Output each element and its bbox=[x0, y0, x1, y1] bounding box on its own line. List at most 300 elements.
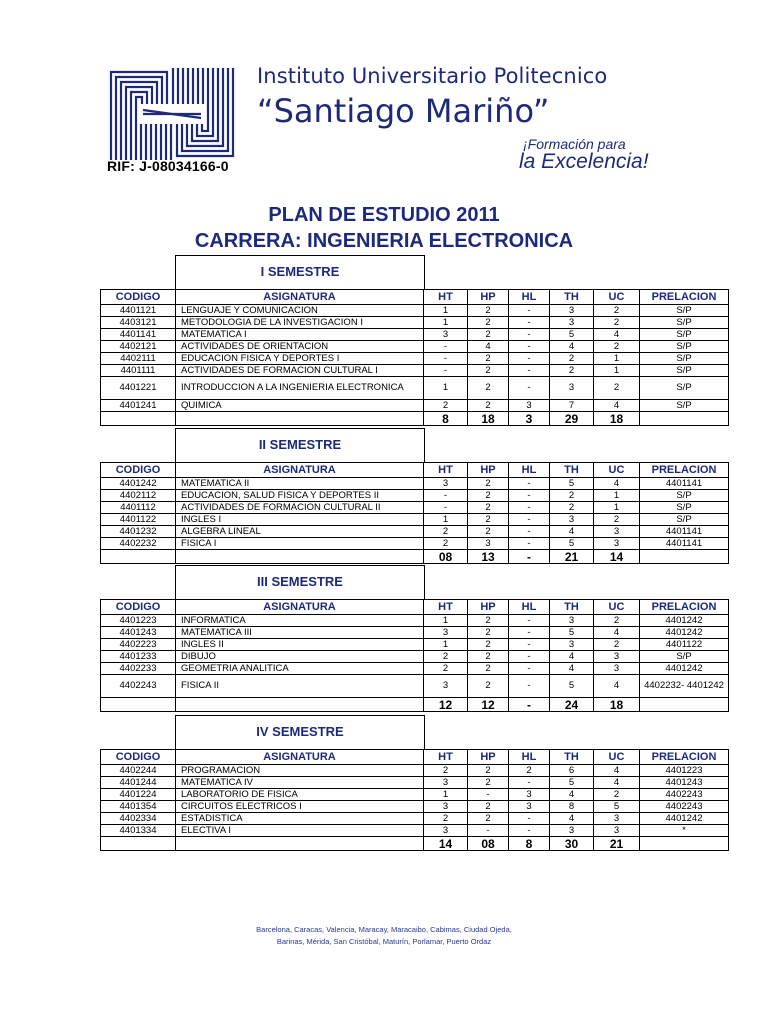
column-header-uc: UC bbox=[594, 463, 640, 478]
column-header-prelacion: PRELACION bbox=[640, 750, 729, 765]
table-row bbox=[101, 317, 729, 329]
campus-list-line1: Barcelona, Caracas, Valencia, Maracay, Maracaibo, Cabimas, Ciudad Ojeda, bbox=[256, 925, 512, 934]
total-subject bbox=[176, 412, 424, 426]
cell-hl: 3 bbox=[509, 400, 550, 412]
cell-th: 5 bbox=[550, 777, 594, 789]
table-row bbox=[101, 490, 729, 502]
cell-prelacion: S/P bbox=[640, 317, 729, 329]
cell-prelacion: 4402243 bbox=[640, 801, 729, 813]
total-code bbox=[101, 698, 176, 712]
cell-subject: FISICA II bbox=[176, 675, 424, 698]
cell-subject: ESTADISTICA bbox=[176, 813, 424, 825]
total-subject bbox=[176, 698, 424, 712]
semester-title: I SEMESTRE bbox=[260, 264, 340, 279]
cell-th: 2 bbox=[550, 365, 594, 377]
column-header-th: TH bbox=[550, 290, 594, 305]
table-row bbox=[101, 502, 729, 514]
cell-th: 2 bbox=[550, 502, 594, 514]
cell-ht: - bbox=[424, 502, 468, 514]
cell-code: 4401241 bbox=[101, 400, 176, 412]
cell-code: 4401242 bbox=[101, 478, 176, 490]
cell-subject: DIBUJO bbox=[176, 651, 424, 663]
column-header-hp: HP bbox=[468, 750, 509, 765]
cell-prelacion: S/P bbox=[640, 353, 729, 365]
column-header-hl: HL bbox=[509, 463, 550, 478]
cell-hl: - bbox=[509, 526, 550, 538]
cell-code: 4402111 bbox=[101, 353, 176, 365]
semester-title: II SEMESTRE bbox=[258, 437, 342, 452]
cell-hp: 2 bbox=[468, 765, 509, 777]
table-header-row bbox=[101, 600, 729, 615]
table-row bbox=[101, 663, 729, 675]
cell-hl: - bbox=[509, 478, 550, 490]
cell-code: 4401221 bbox=[101, 377, 176, 400]
cell-ht: 3 bbox=[424, 329, 468, 341]
semester-header bbox=[175, 715, 425, 750]
cell-uc: 4 bbox=[594, 478, 640, 490]
column-header-ht: HT bbox=[424, 600, 468, 615]
cell-hp: 2 bbox=[468, 627, 509, 639]
cell-uc: 4 bbox=[594, 777, 640, 789]
course-table bbox=[100, 749, 729, 851]
cell-subject: ALGEBRA LINEAL bbox=[176, 526, 424, 538]
cell-ht: 1 bbox=[424, 615, 468, 627]
cell-th: 3 bbox=[550, 317, 594, 329]
cell-code: 4401233 bbox=[101, 651, 176, 663]
cell-hl: - bbox=[509, 615, 550, 627]
total-ht: 08 bbox=[424, 550, 468, 564]
cell-code: 4401112 bbox=[101, 502, 176, 514]
total-th: 21 bbox=[550, 550, 594, 564]
cell-th: 3 bbox=[550, 305, 594, 317]
table-row bbox=[101, 801, 729, 813]
cell-uc: 1 bbox=[594, 502, 640, 514]
cell-subject: MATEMATICA III bbox=[176, 627, 424, 639]
cell-code: 4402232 bbox=[101, 538, 176, 550]
cell-subject: PROGRAMACION bbox=[176, 765, 424, 777]
total-hl: - bbox=[509, 698, 550, 712]
cell-uc: 3 bbox=[594, 663, 640, 675]
cell-ht: 1 bbox=[424, 514, 468, 526]
column-header-ht: HT bbox=[424, 750, 468, 765]
table-row bbox=[101, 813, 729, 825]
cell-ht: 2 bbox=[424, 765, 468, 777]
cell-ht: 2 bbox=[424, 400, 468, 412]
totals-row bbox=[101, 550, 729, 564]
cell-prelacion: S/P bbox=[640, 329, 729, 341]
career-title: CARRERA: INGENIERIA ELECTRONICA bbox=[194, 230, 574, 252]
semester-header bbox=[175, 428, 425, 463]
cell-ht: 2 bbox=[424, 663, 468, 675]
column-header-hl: HL bbox=[509, 750, 550, 765]
cell-hl: - bbox=[509, 341, 550, 353]
cell-subject: GEOMETRIA ANALITICA bbox=[176, 663, 424, 675]
rif-number: RIF: J-08034166-0 bbox=[107, 158, 229, 174]
cell-prelacion: 4401242 bbox=[640, 627, 729, 639]
institute-name: Instituto Universitario Politecnico bbox=[257, 64, 608, 88]
cell-th: 3 bbox=[550, 514, 594, 526]
cell-code: 4402334 bbox=[101, 813, 176, 825]
cell-hp: - bbox=[468, 825, 509, 837]
cell-hp: 2 bbox=[468, 514, 509, 526]
table-row bbox=[101, 353, 729, 365]
cell-hl: - bbox=[509, 502, 550, 514]
cell-uc: 4 bbox=[594, 675, 640, 698]
cell-hl: - bbox=[509, 365, 550, 377]
total-ht: 12 bbox=[424, 698, 468, 712]
cell-ht: - bbox=[424, 341, 468, 353]
cell-code: 4401354 bbox=[101, 801, 176, 813]
cell-code: 4402243 bbox=[101, 675, 176, 698]
cell-subject: QUIMICA bbox=[176, 400, 424, 412]
cell-uc: 2 bbox=[594, 789, 640, 801]
table-header-row bbox=[101, 290, 729, 305]
cell-ht: - bbox=[424, 365, 468, 377]
cell-subject: INFORMATICA bbox=[176, 615, 424, 627]
cell-hl: - bbox=[509, 777, 550, 789]
column-header-hp: HP bbox=[468, 600, 509, 615]
cell-subject: MATEMATICA IV bbox=[176, 777, 424, 789]
slogan-line2: la Excelencia! bbox=[519, 150, 649, 173]
cell-th: 4 bbox=[550, 789, 594, 801]
column-header-prelacion: PRELACION bbox=[640, 600, 729, 615]
cell-subject: ELECTIVA I bbox=[176, 825, 424, 837]
total-uc: 18 bbox=[594, 412, 640, 426]
cell-hp: 2 bbox=[468, 639, 509, 651]
cell-subject: INGLES II bbox=[176, 639, 424, 651]
cell-th: 4 bbox=[550, 341, 594, 353]
cell-ht: - bbox=[424, 490, 468, 502]
cell-uc: 3 bbox=[594, 651, 640, 663]
cell-prelacion: 4401141 bbox=[640, 526, 729, 538]
total-prelacion bbox=[640, 837, 729, 851]
table-row bbox=[101, 365, 729, 377]
cell-subject: LENGUAJE Y COMUNICACION bbox=[176, 305, 424, 317]
column-header-subject: ASIGNATURA bbox=[176, 600, 424, 615]
cell-th: 3 bbox=[550, 377, 594, 400]
cell-prelacion: 4401141 bbox=[640, 478, 729, 490]
cell-prelacion: S/P bbox=[640, 400, 729, 412]
cell-ht: 3 bbox=[424, 777, 468, 789]
semester-header bbox=[175, 255, 425, 290]
cell-hp: 2 bbox=[468, 663, 509, 675]
cell-th: 3 bbox=[550, 615, 594, 627]
column-header-hl: HL bbox=[509, 600, 550, 615]
cell-hl: - bbox=[509, 639, 550, 651]
cell-uc: 2 bbox=[594, 377, 640, 400]
total-prelacion bbox=[640, 412, 729, 426]
table-row bbox=[101, 789, 729, 801]
plan-title: PLAN DE ESTUDIO 2011 bbox=[268, 204, 500, 226]
cell-hl: - bbox=[509, 663, 550, 675]
cell-subject: INTRODUCCION A LA INGENIERIA ELECTRONICA bbox=[176, 377, 424, 400]
course-table bbox=[100, 599, 729, 712]
cell-prelacion: 4401223 bbox=[640, 765, 729, 777]
cell-ht: 1 bbox=[424, 639, 468, 651]
total-code bbox=[101, 550, 176, 564]
cell-hp: 2 bbox=[468, 490, 509, 502]
total-prelacion bbox=[640, 550, 729, 564]
cell-hp: 2 bbox=[468, 675, 509, 698]
cell-th: 4 bbox=[550, 663, 594, 675]
table-header-row bbox=[101, 750, 729, 765]
cell-ht: 3 bbox=[424, 801, 468, 813]
total-hl: - bbox=[509, 550, 550, 564]
total-uc: 14 bbox=[594, 550, 640, 564]
column-header-prelacion: PRELACION bbox=[640, 290, 729, 305]
column-header-code: CODIGO bbox=[101, 750, 176, 765]
cell-code: 4402223 bbox=[101, 639, 176, 651]
cell-hp: 2 bbox=[468, 317, 509, 329]
column-header-uc: UC bbox=[594, 290, 640, 305]
cell-subject: MATEMATICA II bbox=[176, 478, 424, 490]
column-header-subject: ASIGNATURA bbox=[176, 750, 424, 765]
cell-ht: 1 bbox=[424, 317, 468, 329]
table-row bbox=[101, 329, 729, 341]
cell-prelacion: 4401243 bbox=[640, 777, 729, 789]
cell-subject: ACTIVIDADES DE ORIENTACION bbox=[176, 341, 424, 353]
cell-hp: 2 bbox=[468, 305, 509, 317]
column-header-hp: HP bbox=[468, 290, 509, 305]
cell-ht: 3 bbox=[424, 627, 468, 639]
table-row bbox=[101, 825, 729, 837]
cell-uc: 3 bbox=[594, 526, 640, 538]
table-row bbox=[101, 639, 729, 651]
cell-code: 4402244 bbox=[101, 765, 176, 777]
slogan-line1: ¡Formación para bbox=[523, 136, 626, 152]
cell-code: 4402121 bbox=[101, 341, 176, 353]
cell-hl: - bbox=[509, 377, 550, 400]
cell-code: 4401244 bbox=[101, 777, 176, 789]
cell-code: 4402112 bbox=[101, 490, 176, 502]
cell-subject: METODOLOGIA DE LA INVESTIGACION I bbox=[176, 317, 424, 329]
semester-title: IV SEMESTRE bbox=[256, 724, 344, 739]
cell-ht: 3 bbox=[424, 825, 468, 837]
cell-ht: 2 bbox=[424, 538, 468, 550]
cell-subject: MATEMATICA I bbox=[176, 329, 424, 341]
cell-ht: 2 bbox=[424, 526, 468, 538]
cell-th: 4 bbox=[550, 651, 594, 663]
table-row bbox=[101, 675, 729, 698]
table-row bbox=[101, 765, 729, 777]
total-th: 29 bbox=[550, 412, 594, 426]
table-row bbox=[101, 526, 729, 538]
table-row bbox=[101, 341, 729, 353]
cell-code: 4401111 bbox=[101, 365, 176, 377]
total-hp: 13 bbox=[468, 550, 509, 564]
cell-hp: - bbox=[468, 789, 509, 801]
semester-title: III SEMESTRE bbox=[257, 574, 343, 589]
column-header-uc: UC bbox=[594, 750, 640, 765]
column-header-code: CODIGO bbox=[101, 290, 176, 305]
cell-uc: 2 bbox=[594, 514, 640, 526]
cell-subject: ACTIVIDADES DE FORMACION CULTURAL I bbox=[176, 365, 424, 377]
cell-subject: CIRCUITOS ELECTRICOS I bbox=[176, 801, 424, 813]
cell-ht: 3 bbox=[424, 675, 468, 698]
cell-hp: 2 bbox=[468, 777, 509, 789]
cell-prelacion: S/P bbox=[640, 365, 729, 377]
cell-prelacion: S/P bbox=[640, 502, 729, 514]
cell-hp: 2 bbox=[468, 615, 509, 627]
institute-subname: “Santiago Mariño” bbox=[257, 92, 550, 130]
cell-code: 4401243 bbox=[101, 627, 176, 639]
totals-row bbox=[101, 837, 729, 851]
cell-prelacion: 4401242 bbox=[640, 813, 729, 825]
total-hl: 3 bbox=[509, 412, 550, 426]
cell-prelacion: 4402232- 4401242 bbox=[640, 675, 729, 698]
table-row bbox=[101, 400, 729, 412]
cell-uc: 2 bbox=[594, 639, 640, 651]
totals-row bbox=[101, 412, 729, 426]
total-th: 30 bbox=[550, 837, 594, 851]
cell-hp: 2 bbox=[468, 526, 509, 538]
cell-th: 8 bbox=[550, 801, 594, 813]
cell-th: 2 bbox=[550, 353, 594, 365]
cell-code: 4401223 bbox=[101, 615, 176, 627]
cell-uc: 3 bbox=[594, 538, 640, 550]
table-row bbox=[101, 478, 729, 490]
cell-code: 4401122 bbox=[101, 514, 176, 526]
table-row bbox=[101, 538, 729, 550]
total-ht: 14 bbox=[424, 837, 468, 851]
cell-hp: 2 bbox=[468, 365, 509, 377]
cell-hl: - bbox=[509, 675, 550, 698]
cell-th: 4 bbox=[550, 813, 594, 825]
table-row bbox=[101, 777, 729, 789]
cell-code: 4401121 bbox=[101, 305, 176, 317]
cell-hp: 2 bbox=[468, 400, 509, 412]
cell-code: 4401224 bbox=[101, 789, 176, 801]
cell-th: 2 bbox=[550, 490, 594, 502]
table-row bbox=[101, 305, 729, 317]
cell-hp: 2 bbox=[468, 801, 509, 813]
cell-hl: - bbox=[509, 627, 550, 639]
column-header-subject: ASIGNATURA bbox=[176, 463, 424, 478]
cell-code: 4401232 bbox=[101, 526, 176, 538]
total-hl: 8 bbox=[509, 837, 550, 851]
cell-th: 7 bbox=[550, 400, 594, 412]
cell-prelacion: 4402243 bbox=[640, 789, 729, 801]
cell-prelacion: S/P bbox=[640, 305, 729, 317]
cell-uc: 3 bbox=[594, 813, 640, 825]
cell-hl: - bbox=[509, 514, 550, 526]
cell-subject: FISICA I bbox=[176, 538, 424, 550]
cell-prelacion: 4401141 bbox=[640, 538, 729, 550]
total-hp: 08 bbox=[468, 837, 509, 851]
cell-code: 4401334 bbox=[101, 825, 176, 837]
cell-subject: EDUCACION FISICA Y DEPORTES I bbox=[176, 353, 424, 365]
cell-prelacion: S/P bbox=[640, 651, 729, 663]
total-hp: 18 bbox=[468, 412, 509, 426]
cell-uc: 2 bbox=[594, 305, 640, 317]
cell-hl: - bbox=[509, 490, 550, 502]
cell-prelacion: S/P bbox=[640, 490, 729, 502]
course-table bbox=[100, 289, 729, 426]
cell-hl: - bbox=[509, 353, 550, 365]
column-header-uc: UC bbox=[594, 600, 640, 615]
total-uc: 21 bbox=[594, 837, 640, 851]
cell-hl: - bbox=[509, 329, 550, 341]
cell-hp: 2 bbox=[468, 478, 509, 490]
column-header-hl: HL bbox=[509, 290, 550, 305]
column-header-th: TH bbox=[550, 750, 594, 765]
table-row bbox=[101, 514, 729, 526]
cell-hp: 2 bbox=[468, 813, 509, 825]
cell-hp: 2 bbox=[468, 329, 509, 341]
table-row bbox=[101, 615, 729, 627]
cell-hl: - bbox=[509, 813, 550, 825]
cell-uc: 1 bbox=[594, 353, 640, 365]
table-header-row bbox=[101, 463, 729, 478]
column-header-th: TH bbox=[550, 600, 594, 615]
cell-th: 3 bbox=[550, 639, 594, 651]
cell-hp: 2 bbox=[468, 353, 509, 365]
total-prelacion bbox=[640, 698, 729, 712]
cell-hl: - bbox=[509, 305, 550, 317]
cell-hl: - bbox=[509, 317, 550, 329]
cell-hl: 3 bbox=[509, 801, 550, 813]
cell-subject: ACTIVIDADES DE FORMACION CULTURAL II bbox=[176, 502, 424, 514]
cell-prelacion: * bbox=[640, 825, 729, 837]
cell-hl: - bbox=[509, 825, 550, 837]
cell-hp: 2 bbox=[468, 651, 509, 663]
cell-ht: 2 bbox=[424, 813, 468, 825]
cell-hl: 3 bbox=[509, 789, 550, 801]
cell-hl: 2 bbox=[509, 765, 550, 777]
cell-uc: 4 bbox=[594, 627, 640, 639]
total-code bbox=[101, 412, 176, 426]
table-row bbox=[101, 627, 729, 639]
cell-th: 5 bbox=[550, 329, 594, 341]
cell-hp: 2 bbox=[468, 377, 509, 400]
cell-uc: 2 bbox=[594, 341, 640, 353]
cell-uc: 2 bbox=[594, 615, 640, 627]
column-header-ht: HT bbox=[424, 463, 468, 478]
column-header-ht: HT bbox=[424, 290, 468, 305]
total-subject bbox=[176, 837, 424, 851]
cell-uc: 2 bbox=[594, 317, 640, 329]
cell-ht: 1 bbox=[424, 789, 468, 801]
cell-subject: EDUCACION, SALUD FISICA Y DEPORTES II bbox=[176, 490, 424, 502]
column-header-th: TH bbox=[550, 463, 594, 478]
cell-prelacion: S/P bbox=[640, 514, 729, 526]
cell-uc: 5 bbox=[594, 801, 640, 813]
total-ht: 8 bbox=[424, 412, 468, 426]
cell-uc: 4 bbox=[594, 329, 640, 341]
cell-ht: 2 bbox=[424, 651, 468, 663]
campus-list-line2: Barinas, Mérida, San Cristóbal, Maturín, Porlamar, Puerto Ordaz bbox=[276, 937, 492, 946]
cell-prelacion: 4401242 bbox=[640, 615, 729, 627]
column-header-hp: HP bbox=[468, 463, 509, 478]
cell-uc: 1 bbox=[594, 365, 640, 377]
cell-prelacion: S/P bbox=[640, 377, 729, 400]
cell-prelacion: S/P bbox=[640, 341, 729, 353]
institution-header bbox=[105, 56, 665, 176]
cell-th: 5 bbox=[550, 627, 594, 639]
cell-uc: 1 bbox=[594, 490, 640, 502]
cell-uc: 4 bbox=[594, 765, 640, 777]
institute-logo-icon bbox=[107, 64, 237, 164]
column-header-code: CODIGO bbox=[101, 600, 176, 615]
cell-ht: 1 bbox=[424, 305, 468, 317]
cell-th: 5 bbox=[550, 478, 594, 490]
cell-ht: 1 bbox=[424, 377, 468, 400]
column-header-prelacion: PRELACION bbox=[640, 463, 729, 478]
cell-ht: 3 bbox=[424, 478, 468, 490]
cell-th: 6 bbox=[550, 765, 594, 777]
cell-code: 4402233 bbox=[101, 663, 176, 675]
course-table bbox=[100, 462, 729, 564]
